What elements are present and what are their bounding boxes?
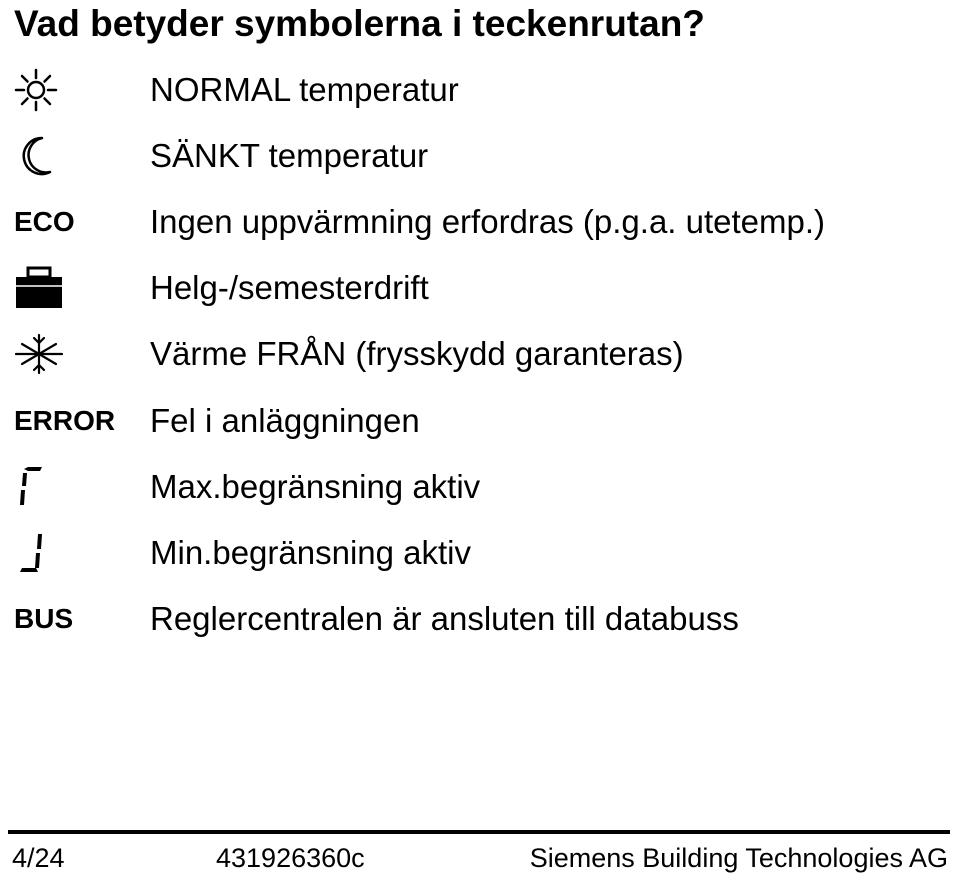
symbol-row-holiday <box>0 263 960 313</box>
eco-label: ECO <box>14 206 75 237</box>
footer-company: Siemens Building Technologies AG <box>529 843 948 873</box>
symbol-row-min-limit <box>0 528 960 578</box>
moon-icon <box>14 134 58 178</box>
symbol-description: Ingen uppvärmning erfordras (p.g.a. utetemp.) <box>150 203 826 240</box>
footer-doc-number: 431926360c <box>216 843 365 873</box>
symbol-row-frost <box>0 329 960 379</box>
footer-divider <box>8 830 950 834</box>
symbol-row-max-limit <box>0 462 960 512</box>
symbol-description: Min.begränsning aktiv <box>150 534 472 571</box>
bus-label: BUS <box>14 603 74 634</box>
symbol-description: Fel i anläggningen <box>150 402 420 439</box>
symbol-description: Helg-/semesterdrift <box>150 269 429 306</box>
max-limit-icon <box>14 464 54 510</box>
suitcase-icon <box>14 266 64 310</box>
symbol-description: NORMAL temperatur <box>150 71 459 108</box>
frost-protection-icon <box>14 332 64 376</box>
sun-icon <box>14 68 58 112</box>
footer-page-number: 4/24 <box>12 843 65 873</box>
min-limit-icon <box>14 530 54 576</box>
page-title: Vad betyder symbolerna i teckenrutan? <box>14 3 705 44</box>
symbol-row-eco <box>0 197 960 247</box>
symbol-row-reduced <box>0 131 960 181</box>
symbol-description: Värme FRÅN (frysskydd garanteras) <box>150 335 684 372</box>
symbol-row-error <box>0 396 960 446</box>
symbol-description: Reglercentralen är ansluten till databuss <box>150 600 739 637</box>
symbol-description: SÄNKT temperatur <box>150 137 429 174</box>
error-label: ERROR <box>14 405 116 436</box>
symbol-row-bus <box>0 594 960 644</box>
symbol-description: Max.begränsning aktiv <box>150 468 481 505</box>
symbol-row-normal <box>0 65 960 115</box>
